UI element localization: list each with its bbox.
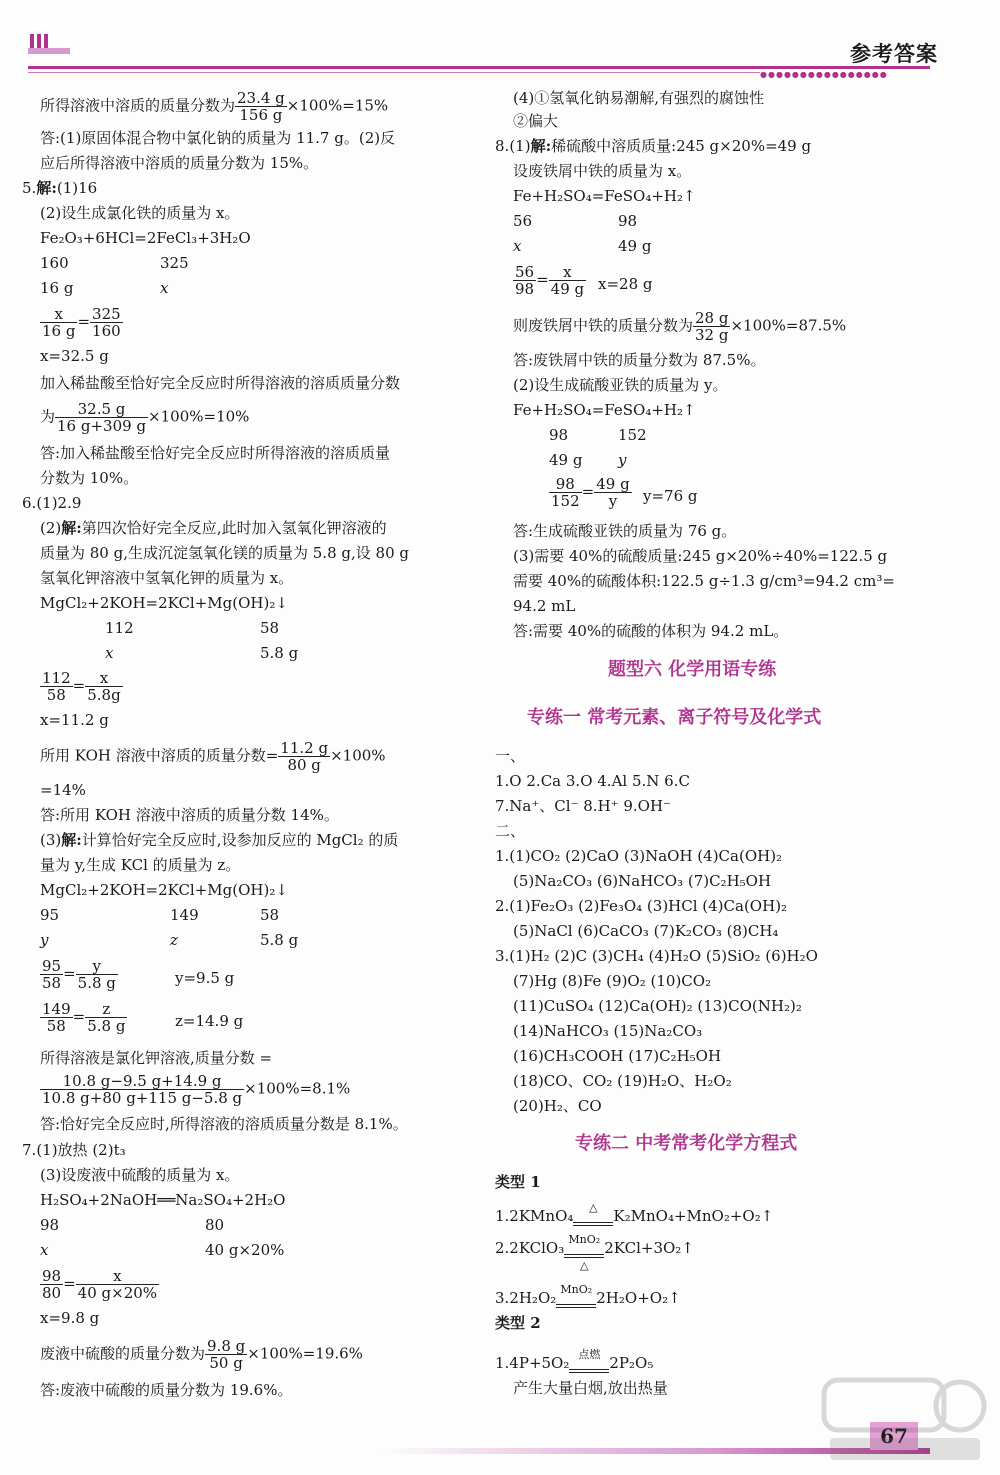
- text-line: 94.2 mL: [513, 597, 576, 615]
- answer-list: 1.O 2.Ca 3.O 4.Al 5.N 6.C: [495, 772, 690, 790]
- question-6: 6.(1)2.9: [22, 494, 82, 512]
- fraction-equation: $\frac{x}{16 g}$ = $\frac{325}{160}$: [42, 305, 121, 340]
- answer-line: 分数为 10%。: [40, 469, 139, 487]
- answer-list: (14)NaHCO₃ (15)Na₂CO₃: [513, 1022, 703, 1040]
- text-line: 所得溶液是氯化钾溶液,质量分数 =: [40, 1049, 273, 1067]
- fraction-equation: $\frac{10.8 g-9.5 g+14.9 g}{10.8 g+80 g+115 g-5.8 g}$ ×100%=8.1%: [42, 1072, 351, 1107]
- ratio-value: 112: [105, 619, 134, 637]
- ratio-value: 40 g×20%: [205, 1241, 285, 1259]
- fraction-equation: $\frac{56}{98}$ = $\frac{x}{49 g}$: [515, 263, 585, 298]
- type-label: 类型 1: [495, 1173, 541, 1191]
- book-logo-icon: [28, 30, 70, 56]
- text-line: =14%: [40, 781, 86, 799]
- fraction-equation: 所用 KOH 溶液中溶质的质量分数= $\frac{11.2 g}{80 g}$ ×100%: [40, 739, 386, 774]
- ratio-value: x: [513, 237, 522, 255]
- answer-line: 答:需要 40%的硫酸的体积为 94.2 mL。: [513, 622, 789, 640]
- text-line: 氢氧化钾溶液中氢氧化钾的质量为 x。: [40, 569, 294, 587]
- equation: Fe+H₂SO₄=FeSO₄+H₂↑: [513, 401, 696, 419]
- ratio-value: 98: [618, 212, 638, 230]
- ratio-value: 5.8 g: [260, 931, 299, 949]
- text-line: 需要 40%的硫酸体积:122.5 g÷1.3 g/cm³=94.2 cm³=: [513, 572, 895, 590]
- equation: MgCl₂+2KOH=2KCl+Mg(OH)₂↓: [40, 594, 288, 612]
- text-line: 加入稀盐酸至恰好完全反应时所得溶液的溶质质量分数: [40, 374, 401, 392]
- ratio-value: 58: [260, 619, 280, 637]
- equation: MgCl₂+2KOH=2KCl+Mg(OH)₂↓: [40, 881, 288, 899]
- answer-list: (16)CH₃COOH (17)C₂H₅OH: [513, 1047, 722, 1065]
- text-line: 应后所得溶液中溶质的质量分数为 15%。: [40, 154, 319, 172]
- watermark-logo: [820, 1372, 990, 1468]
- equation: Fe+H₂SO₄=FeSO₄+H₂↑: [513, 187, 696, 205]
- text-line: (2)设生成硫酸亚铁的质量为 y。: [513, 376, 728, 394]
- ratio-value: x: [160, 279, 169, 297]
- result: x=28 g: [598, 275, 653, 293]
- fraction-equation: $\frac{98}{152}$ = $\frac{49 g}{y}$: [551, 475, 630, 510]
- header-dot-decoration: ●●●●●●●●●●●●●●●●: [760, 70, 888, 79]
- ratio-value: 5.8 g: [260, 644, 299, 662]
- text-line: (3)设废液中硫酸的质量为 x。: [40, 1166, 240, 1184]
- text-line: (2)设生成氯化铁的质量为 x。: [40, 204, 240, 222]
- page-header-title: 参考答案: [850, 42, 938, 66]
- equation: 1.4P+5O₂ 点燃 2P₂O₅: [495, 1348, 654, 1372]
- ratio-value: x: [105, 644, 114, 662]
- subsection-title-1: 专练一 常考元素、离子符号及化学式: [527, 707, 822, 728]
- part-label: 一、: [495, 747, 526, 765]
- section-title: 题型六 化学用语专练: [608, 659, 777, 680]
- ratio-value: 98: [549, 426, 569, 444]
- answer-list: 1.(1)CO₂ (2)CaO (3)NaOH (4)Ca(OH)₂: [495, 847, 783, 865]
- fraction-equation: 为 $\frac{32.5 g}{16 g+309 g}$ ×100%=10%: [40, 400, 250, 435]
- part-label: 二、: [495, 822, 526, 840]
- question-7: 7.(1)放热 (2)t₃: [22, 1141, 126, 1159]
- answer-list: (5)NaCl (6)CaCO₃ (7)K₂CO₃ (8)CH₄: [513, 922, 779, 940]
- ratio-value: 16 g: [40, 279, 74, 297]
- result: x=9.8 g: [40, 1309, 100, 1327]
- result: x=32.5 g: [40, 347, 109, 365]
- answer-list: 3.(1)H₂ (2)C (3)CH₄ (4)H₂O (5)SiO₂ (6)H₂O: [495, 947, 818, 965]
- header-divider-thin: [28, 72, 760, 73]
- question-5: 5.解:(1)16: [22, 179, 98, 197]
- result: x=11.2 g: [40, 711, 109, 729]
- equation: 1.2KMnO₄ △ K₂MnO₄+MnO₂+O₂↑: [495, 1201, 774, 1225]
- equation: 2.2KClO₃ MnO₂ △ 2KCl+3O₂↑: [495, 1233, 694, 1272]
- answer-list: (11)CuSO₄ (12)Ca(OH)₂ (13)CO(NH₂)₂: [513, 997, 802, 1015]
- ratio-value: y: [618, 451, 627, 469]
- result: z=14.9 g: [175, 1012, 244, 1030]
- ratio-value: 49 g: [618, 237, 652, 255]
- header-divider: [28, 66, 930, 69]
- fraction-equation: 则废铁屑中铁的质量分数为 $\frac{28 g}{32 g}$ ×100%=87.5%: [513, 309, 847, 344]
- fraction-equation: $\frac{98}{80}$ = $\frac{x}{40 g\times 20\%}$: [42, 1267, 158, 1302]
- ratio-value: z: [170, 931, 178, 949]
- answer-list: (5)Na₂CO₃ (6)NaHCO₃ (7)C₂H₅OH: [513, 872, 772, 890]
- subsection-title-2: 专练二 中考常考化学方程式: [575, 1133, 798, 1154]
- answer-line: 答:加入稀盐酸至恰好完全反应时所得溶液的溶质质量: [40, 444, 391, 462]
- ratio-value: 58: [260, 906, 280, 924]
- text-line: 设废铁屑中铁的质量为 x。: [513, 162, 692, 180]
- ratio-value: 49 g: [549, 451, 583, 469]
- text-line: (3)需要 40%的硫酸质量:245 g×20%÷40%=122.5 g: [513, 547, 888, 565]
- ratio-value: y: [40, 931, 49, 949]
- answer-list: 7.Na⁺、Cl⁻ 8.H⁺ 9.OH⁻: [495, 797, 671, 815]
- result: y=76 g: [643, 487, 698, 505]
- ratio-value: 152: [618, 426, 647, 444]
- fraction-equation: $\frac{112}{58}$ = $\frac{x}{5.8g}$: [42, 669, 121, 704]
- text-line: 产生大量白烟,放出热量: [513, 1379, 668, 1397]
- text-line: (3)解:计算恰好完全反应时,设参加反应的 MgCl₂ 的质: [40, 831, 399, 849]
- ratio-value: 80: [205, 1216, 225, 1234]
- answer-list: (7)Hg (8)Fe (9)O₂ (10)CO₂: [513, 972, 712, 990]
- ratio-value: x: [40, 1241, 49, 1259]
- type-label: 类型 2: [495, 1314, 541, 1332]
- fraction-equation: $\frac{95}{58}$ = $\frac{y}{5.8 g}$: [42, 957, 116, 992]
- answer-line: 答:所用 KOH 溶液中溶质的质量分数 14%。: [40, 806, 339, 824]
- ratio-value: 56: [513, 212, 533, 230]
- text-line: (2)解:第四次恰好完全反应,此时加入氢氧化钾溶液的: [40, 519, 387, 537]
- text-line: (4)①氢氧化钠易潮解,有强烈的腐蚀性: [513, 89, 765, 107]
- fraction-equation: 废液中硫酸的质量分数为 $\frac{9.8 g}{50 g}$ ×100%=19.6%: [40, 1337, 363, 1372]
- text-line: ②偏大: [513, 112, 559, 130]
- equation: 3.2H₂O₂ MnO₂ 2H₂O+O₂↑: [495, 1283, 681, 1307]
- page-number: 67: [870, 1422, 918, 1450]
- fraction-equation: $\frac{149}{58}$ = $\frac{z}{5.8 g}$: [42, 1000, 126, 1035]
- answer-list: (20)H₂、CO: [513, 1097, 602, 1115]
- ratio-value: 160: [40, 254, 69, 272]
- answer-list: 2.(1)Fe₂O₃ (2)Fe₃O₄ (3)HCl (4)Ca(OH)₂: [495, 897, 788, 915]
- answer-line: 答:废液中硫酸的质量分数为 19.6%。: [40, 1381, 293, 1399]
- result: y=9.5 g: [175, 969, 235, 987]
- answer-line: 答:恰好完全反应时,所得溶液的溶质质量分数是 8.1%。: [40, 1115, 408, 1133]
- text-line: 所得溶液中溶质的质量分数为 $\frac{23.4 g}{156 g}$ ×100%=15%: [40, 89, 389, 124]
- ratio-value: 95: [40, 906, 60, 924]
- equation: H₂SO₄+2NaOH══Na₂SO₄+2H₂O: [40, 1191, 286, 1209]
- answer-line: 答:废铁屑中铁的质量分数为 87.5%。: [513, 351, 766, 369]
- answer-list: (18)CO、CO₂ (19)H₂O、H₂O₂: [513, 1072, 732, 1090]
- text-line: 量为 y,生成 KCl 的质量为 z。: [40, 856, 241, 874]
- ratio-value: 325: [160, 254, 189, 272]
- ratio-value: 149: [170, 906, 199, 924]
- equation: Fe₂O₃+6HCl=2FeCl₃+3H₂O: [40, 229, 251, 247]
- answer-line: 答:生成硫酸亚铁的质量为 76 g。: [513, 522, 737, 540]
- text-line: 质量为 80 g,生成沉淀氢氧化镁的质量为 5.8 g,设 80 g: [40, 544, 409, 562]
- ratio-value: 98: [40, 1216, 60, 1234]
- question-8: 8.(1)解:稀硫酸中溶质质量:245 g×20%=49 g: [495, 137, 812, 155]
- text-line: 答:(1)原固体混合物中氯化钠的质量为 11.7 g。(2)反: [40, 129, 396, 147]
